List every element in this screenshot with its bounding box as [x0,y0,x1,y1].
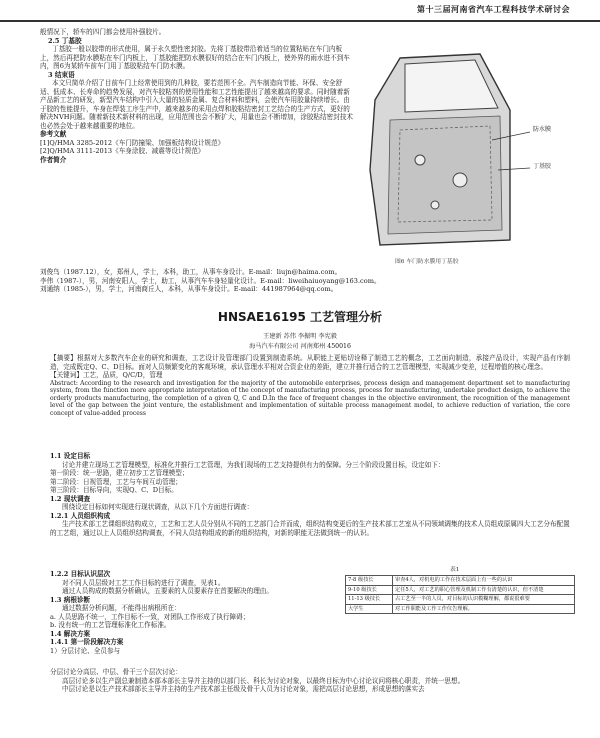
goal-item: 第三阶段：目标导向，实现Q、C、D目标。 [50,486,178,494]
left-column [40,28,355,164]
reference-item: [2]Q/HMA 3111-2013《车身涂胶、减震等设计规范》 [40,147,205,155]
goal-item: 第二阶段：日视管理，工艺与车间互动管理； [50,477,182,486]
table-cell: 对工作职能及工作工作仪告理解。 [393,604,575,614]
author-bio: 李伟（1987-），男，河南安阳人，学士，助工，从事汽车车身轻量化设计。E-mail：liweihaiuoyang@163.com。 [40,276,381,285]
paragraph: 中层讨论是以生产技术部部长主导并主持的生产技术部主任级及骨干人员为讨论对象，需把高层讨论思想，形成思想的落实去 [62,685,425,693]
section-heading: 1.3 病根诊断 [50,595,91,604]
paragraph: 丁基胶一般以胶带的形式使用，属于永久塑性密封胶。先将丁基胶带沿着适当的位置粘贴在车门内板上，然后再把防水膜粘在车门内板上，丁基胶能把防水膜很好的结合在车门内板上，使外界的雨水进不到车内，图6为某轿车前车门用丁基胶粘结车门防水膜。 [40,45,350,70]
table-cell: 7-8 级技长 [346,576,393,586]
diagnosis-item: b. 没有统一的工艺管理标准化工作标准。 [50,621,171,629]
author-bio: 刘通纳（1985-），男，学士，河南商丘人，本科，从事车身设计。E-mail：441987964@qq.com。 [40,285,338,293]
label-waterproof-film: 防水膜 [533,126,552,133]
section-heading: 2.5 丁基胶 [48,36,82,45]
body-upper [50,452,570,537]
paragraph: 生产技术部工艺课组织结构成立，工艺和工艺人员分别从不同的工艺部门合并而成，组织结构变更后的生产技术部工艺室从不同领域调集的技术人员组成原属四大工艺分布配置的工艺组，通过以上人员组织结构调查，不同人员结构组成的新的组织结构，对新的职能无法做到统一的认识。 [50,520,570,537]
paragraph: 分层讨论分高层、中层、骨干三个层次讨论： [50,668,182,676]
paragraph: 本文只简单介绍了目前车门上经常使用到的几种胶，要若范围不全。汽车制造向节能、环保、安全舒适、低成本、长寿命的趋势发展，对汽车胶粘剂的使用性能和工艺性能提出了越来越高的要求。同时随着新产品新工艺的研发，新型汽车结构中引入大量的轻质金属、复合材料和塑料，会使汽车用胶量持续增长。由于胶的性能提升，车身在焊装工序生产中，越来越多的采用点焊和胶粘结密封工艺结合的生产方式，更好的解决NVH问题。随着新技术新材料的出现，应用范围也会不断扩大，用量也会不断增加，涂胶粘结密封技术也必然会处于越来越重要的地位。 [40,79,353,130]
paragraph: 高层讨论多以生产副总兼制造本部本部长主导并主持的以部门长、科长为讨论对象，以最终目标为中心讨论议问将核心职责，并统一思想。 [62,676,465,685]
reference-item: [1]Q/HMA 3285-2012《车门防撞梁、加强板结构设计规范》 [40,138,225,147]
personnel-table [345,575,575,614]
paragraph: 讨论并建立现场工艺管理模型，标准化并推行工艺管理，为我们现场的工艺支持提供有力的保障。分三个阶段设置目标，设定如下： [62,460,445,469]
table-row [346,585,575,595]
car-door-figure [360,50,580,265]
table-cell: 占工艺至一半的人员，对目标的认识模糊理解，都说很难要 [393,595,575,605]
article-authors: 王建新 苏伟 李振明 李宪毅 [263,333,337,340]
paragraph: 围绕设定目标如何实现进行现状调查，从以下几个方面进行调查： [62,503,254,511]
table-row [346,576,575,586]
table-row [346,595,575,605]
author-bio-heading: 作者简介 [40,155,67,164]
abstract-english: Abstract: According to the research and investigation for the majority of the automobile enterprises, process design and management department set to manufacturing system, from the function more appropriate interpretation of the concept of manufacturing process, process for manufacturing, undertake product design, to achieve the orderly products manufacturing, the completion of a given Q, C and D.In the face of frequent changes in the objective environment, the recognition of the management level of the gap between the joint venture, the establishment and implementation of suitable process management model, to achieve reduction of variation, the core concept of value-added process [50,379,570,417]
paragraph: 对不同人员层级对工艺工作目标的进行了调查，见表1。 [62,578,225,587]
paragraph: 1）分层讨论、全员参与 [50,646,121,655]
paragraph: 通过人员构成的数据分析确认，五要素的人员要素存在首要解决的理由。 [62,587,273,595]
section-heading: 1.2 现状调查 [50,494,91,503]
body-bottom [50,668,570,694]
paragraph: 般情况下，轿车的四门都会使用补强胶片。 [40,28,166,36]
figure-caption: 图6 车门防水膜用丁基胶 [395,259,459,265]
label-butyl-adhesive: 丁基胶 [533,163,552,170]
table-cell: 11-13 级技长 [346,595,393,605]
section-heading: 1.1 设定目标 [50,452,91,460]
running-header [0,0,600,22]
table-cell: 大学生 [346,604,393,614]
body-lower-left [50,570,335,655]
abstract-block [50,354,570,417]
keywords-chinese: 【关键词】工艺，品质，Q/C/D，管理 [50,371,163,379]
paragraph: 通过数据分析问题，不能得出病根所在： [62,604,181,612]
section-heading: 1.2.2 目标认识层次 [50,570,111,578]
author-bio: 刘俊鸟（1987.12），女，郑州人，学士，本科，助工，从事车身设计。E-mail：liujn@haima.com。 [40,268,342,276]
car-door-drawing [360,50,580,255]
section-heading: 3 结束语 [48,70,75,79]
diagnosis-item: a. 人员思路不统一，工作目标不一致，对团队工作形成了执行障碍； [50,612,250,621]
table-cell: 审查4人，对机电的工作在技术层面上有一些的认识 [393,576,575,586]
section-heading: 1.2.1 人员组织构成 [50,511,111,520]
table-row [346,604,575,614]
table-cell: 9-10 级技长 [346,585,393,595]
article-title: HNSAE16195 工艺管理分析 [217,310,383,324]
abstract-chinese: 【摘要】根据对大多数汽车企业的研究和调查，工艺设计及管理部门设置到制造系统。从职能上更贴切诠释了制造工艺的概念，工艺面向制造，承接产品设计，实现产品有序制造，完成既定Q、C、D目标。面对人员频繁变化的客观环境，承认管理水平相对合资企业的差距，建立并推行适合的工艺管理模型，实现减少变差，过程增值的核心理念。 [50,354,570,371]
references-heading: 参考文献 [40,130,67,138]
author-bios [40,268,580,294]
section-heading: 1.4 解决方案 [50,629,91,638]
table-cell: 定任5人，对工艺的职心管理及机制工作有清楚的认识，但不清楚 [393,585,575,595]
journal-title: 第十三届河南省汽车工程科技学术研讨会 [417,4,570,14]
article-affiliation: 海马汽车有限公司 河南郑州 450016 [249,343,351,350]
goal-item: 第一阶段：统一思路，建立初步工艺管理模型； [50,469,189,477]
table-caption: 表1 [450,567,460,573]
section-heading: 1.4.1 第一阶段解决方案 [50,638,124,646]
